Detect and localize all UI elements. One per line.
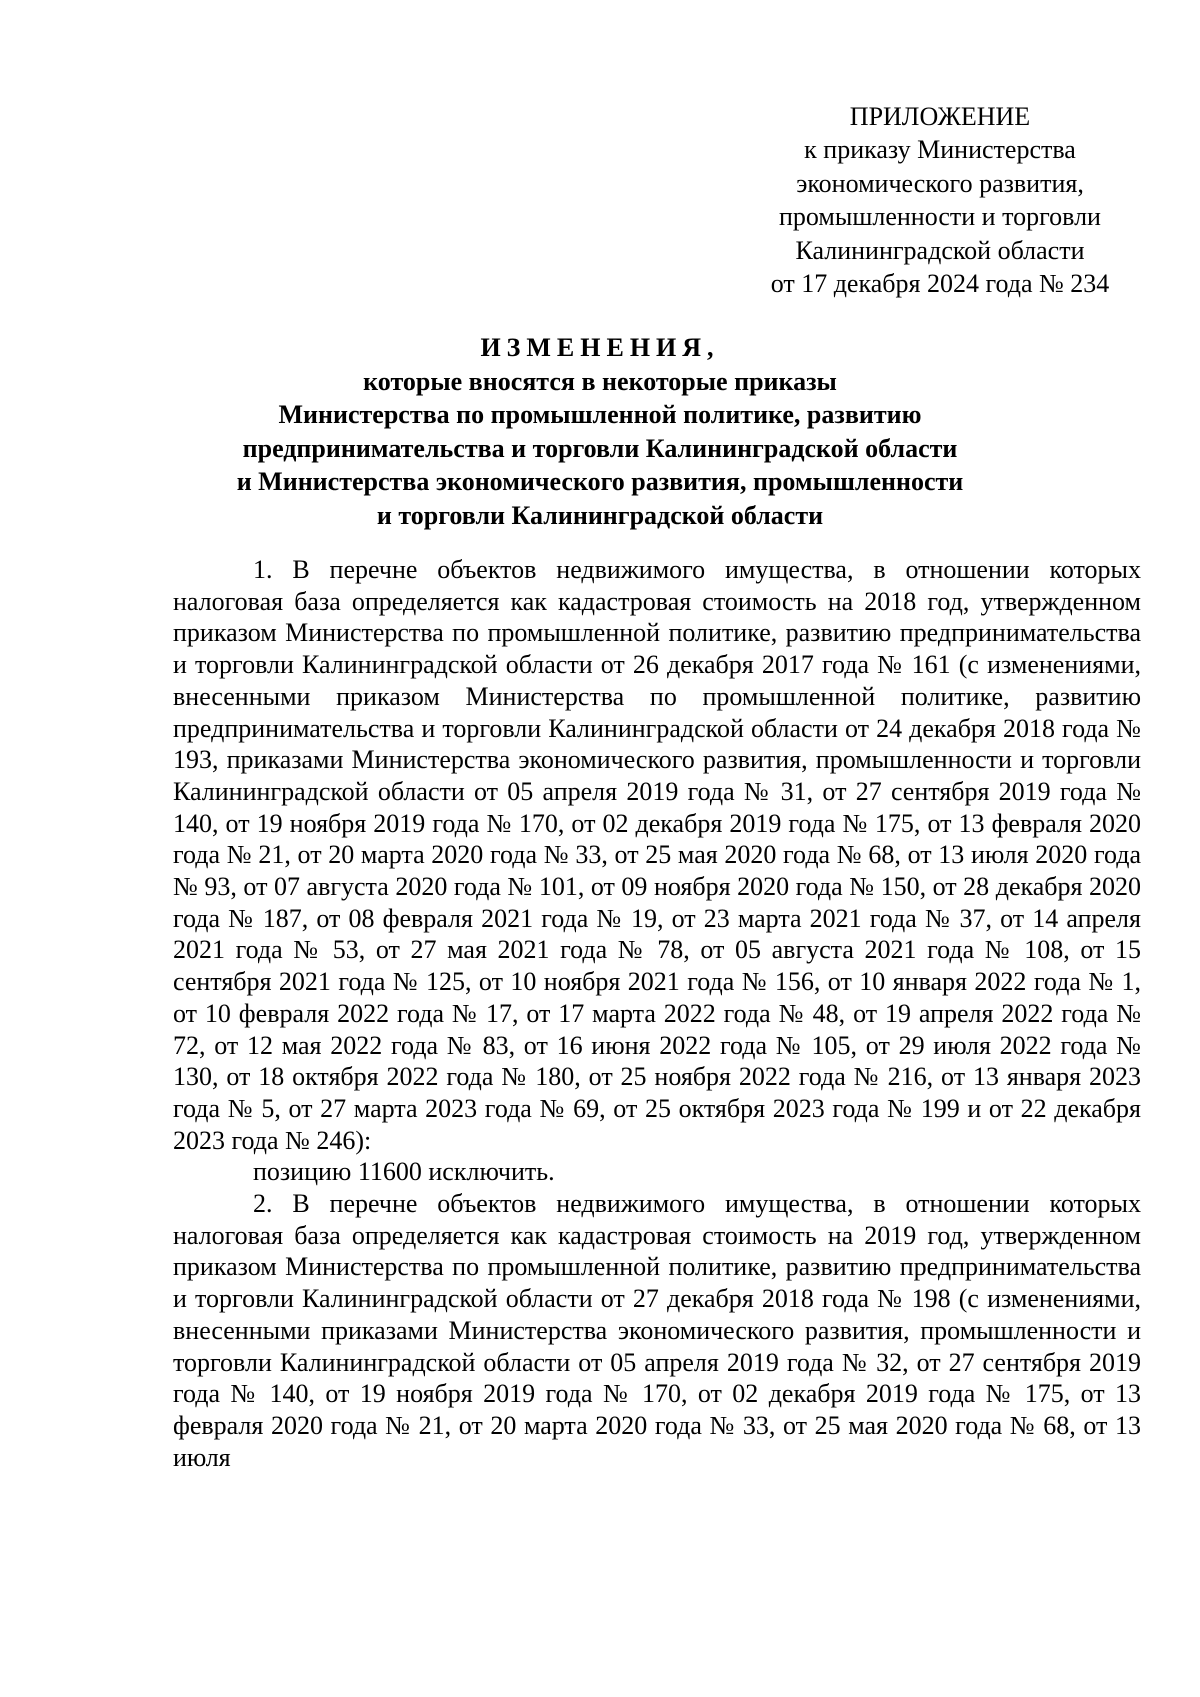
title-line: которые вносятся в некоторые приказы (363, 366, 837, 396)
paragraph-3: 2. В перечне объектов недвижимого имущества, в отношении которых налоговая база определяется как кадастровая стоимость на 2019 год, утвержденном приказом Министерства по промышленной политике, развитию предпринимательства и торговли Калининградской области от 27 декабря 2018 года № 198 (с изменениями, внесенными приказами Министерства экономического развития, промышленности и торговли Калининградской области от 05 апреля 2019 года № 32, от 27 сентября 2019 года № 140, от 19 ноября 2019 года № 170, от 02 декабря 2019 года № 175, от 13 февраля 2020 года № 21, от 20 марта 2020 года № 33, от 25 мая 2020 года № 68, от 13 июля (173, 1189, 1141, 1472)
appendix-line: Калининградской области (795, 235, 1085, 265)
document-body (173, 554, 1141, 1473)
document-title (160, 331, 1040, 533)
appendix-header (760, 100, 1120, 300)
title-line: и торговли Калининградской области (376, 500, 824, 530)
paragraph-1: 1. В перечне объектов недвижимого имущества, в отношении которых налоговая база определяется как кадастровая стоимость на 2018 год, утвержденном приказом Министерства по промышленной политике, развитию предпринимательства и торговли Калининградской области от 26 декабря 2017 года № 161 (с изменениями, внесенными приказом Министерства по промышленной политике, развитию предпринимательства и торговли Калининградской области от 24 декабря 2018 года № 193, приказами Министерства экономического развития, промышленности и торговли Калининградской области от 05 апреля 2019 года № 31, от 27 сентября 2019 года № 140, от 19 ноября 2019 года № 170, от 02 декабря 2019 года № 175, от 13 февраля 2020 года № 21, от 20 марта 2020 года № 33, от 25 мая 2020 года № 68, от 13 июля 2020 года № 93, от 07 августа 2020 года № 101, от 09 ноября 2020 года № 150, от 28 декабря 2020 года № 187, от 08 февраля 2021 года № 19, от 23 марта 2021 года № 37, от 14 апреля 2021 года № 53, от 27 мая 2021 года № 78, от 05 августа 2021 года № 108, от 15 сентября 2021 года № 125, от 10 ноября 2021 года № 156, от 10 января 2022 года № 1, от 10 февраля 2022 года № 17, от 17 марта 2022 года № 48, от 19 апреля 2022 года № 72, от 12 мая 2022 года № 83, от 16 июня 2022 года № 105, от 29 июля 2022 года № 130, от 18 октября 2022 года № 180, от 25 ноября 2022 года № 216, от 13 января 2023 года № 5, от 27 марта 2023 года № 69, от 25 октября 2023 года № 199 и от 22 декабря 2023 года № 246): (173, 555, 1141, 1155)
title-main: ИЗМЕНЕНИЯ, (480, 333, 720, 362)
title-line: и Министерства экономического развития, промышленности (236, 467, 964, 497)
appendix-date: от 17 декабря 2024 года № 234 (770, 269, 1110, 299)
appendix-title: ПРИЛОЖЕНИЕ (849, 102, 1031, 131)
appendix-line: промышленности и торговли (779, 202, 1101, 232)
paragraph-2: позицию 11600 исключить. (253, 1157, 555, 1187)
appendix-line: к приказу Министерства (804, 135, 1076, 165)
appendix-line: экономического развития, (796, 168, 1084, 198)
title-line: Министерства по промышленной политике, развитию (278, 400, 922, 430)
title-line: предпринимательства и торговли Калининградской области (242, 433, 958, 463)
